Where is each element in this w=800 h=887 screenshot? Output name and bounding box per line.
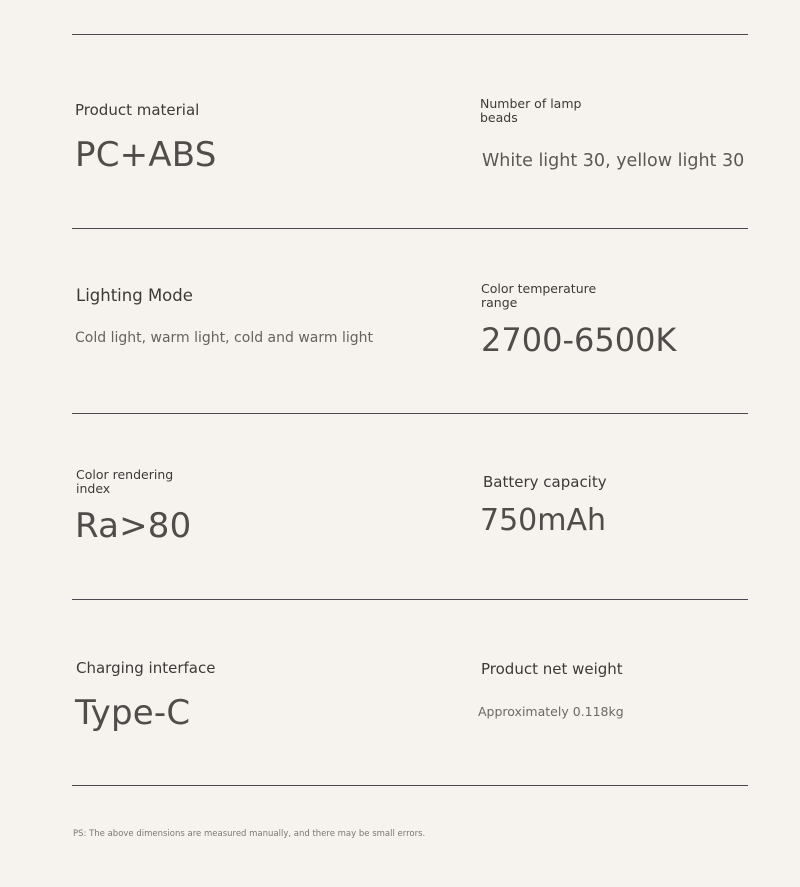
divider xyxy=(72,34,748,35)
product-material-label: Product material xyxy=(75,101,200,119)
color-temperature-value: 2700-6500K xyxy=(481,321,677,359)
net-weight-label: Product net weight xyxy=(481,660,623,678)
battery-capacity-value: 750mAh xyxy=(480,503,607,538)
lamp-beads-label: Number of lamp beads xyxy=(480,96,582,125)
net-weight-value: Approximately 0.118kg xyxy=(478,704,624,719)
color-temperature-label: Color temperature range xyxy=(481,281,597,310)
divider xyxy=(72,599,748,600)
divider xyxy=(72,785,748,786)
lighting-mode-label: Lighting Mode xyxy=(76,286,193,305)
color-rendering-value: Ra>80 xyxy=(75,506,192,546)
battery-capacity-label: Battery capacity xyxy=(483,473,607,491)
product-material-value: PC+ABS xyxy=(75,135,217,175)
divider xyxy=(72,228,748,229)
charging-interface-label: Charging interface xyxy=(76,659,216,677)
lamp-beads-value: White light 30, yellow light 30 xyxy=(482,151,745,171)
lighting-mode-value: Cold light, warm light, cold and warm light xyxy=(75,330,373,346)
divider xyxy=(72,413,748,414)
color-rendering-label: Color rendering index xyxy=(76,467,174,496)
charging-interface-value: Type-C xyxy=(75,693,191,733)
footnote: PS: The above dimensions are measured manually, and there may be small errors. xyxy=(73,829,426,839)
